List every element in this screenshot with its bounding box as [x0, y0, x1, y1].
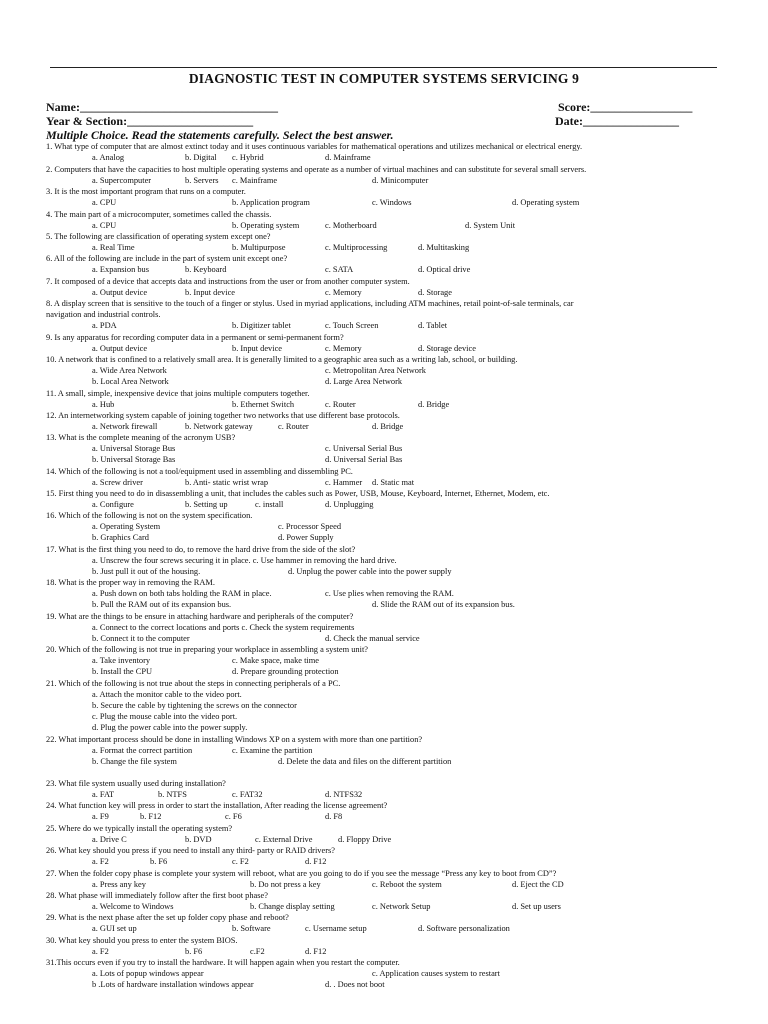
answer-option: a. Attach the monitor cable to the video port.: [92, 690, 242, 699]
instructions: Multiple Choice. Read the statements carefully. Select the best answer.: [46, 128, 394, 142]
answer-option: a. Real Time: [92, 243, 135, 252]
question-text: 18. What is the proper way in removing the RAM.: [46, 578, 215, 587]
answer-option: a. Expansion bus: [92, 265, 149, 274]
answer-option: a. Hub: [92, 400, 115, 409]
answer-option: a. F9: [92, 812, 109, 821]
answer-option: b. DVD: [185, 835, 212, 844]
answer-option: d. Bridge: [372, 422, 404, 431]
answer-option: a. Universal Storage Bus: [92, 444, 176, 453]
answer-option: d. NTFS32: [325, 790, 363, 799]
answer-option: c. Memory: [325, 288, 362, 297]
answer-option: d. . Does not boot: [325, 980, 385, 989]
answer-option: d. Software personalization: [418, 924, 510, 933]
answer-option: d. Set up users: [512, 902, 561, 911]
answer-option: b. Ethernet Switch: [232, 400, 295, 409]
answer-option: b. Application program: [232, 198, 310, 207]
question-text: 14. Which of the following is not a tool/equipment used in assembling and dissembling PC.: [46, 467, 353, 476]
answer-option: a. GUI set up: [92, 924, 137, 933]
question-text: 22. What important process should be done in installing Windows XP on a system with more than one partition?: [46, 735, 423, 744]
answer-option: d. Minicomputer: [372, 176, 429, 185]
answer-option: a. F2: [92, 947, 109, 956]
answer-option: b. F12: [140, 812, 162, 821]
answer-option: b. Anti- static wrist wrap: [185, 478, 269, 487]
answer-option: a. Lots of popup windows appear: [92, 969, 204, 978]
answer-option: d. Optical drive: [418, 265, 471, 274]
answer-option: b. Digitizer tablet: [232, 321, 291, 330]
question-text: 15. First thing you need to do in disassembling a unit, that includes the cables such as Power, USB, Mouse, Keyboard, Internet, Ethernet, Modem, etc.: [46, 489, 550, 498]
answer-option: d. Storage: [418, 288, 452, 297]
answer-option: a. Output device: [92, 288, 148, 297]
name-field-label: Name:_________________________________: [46, 100, 278, 114]
answer-option: b. Setting up: [185, 500, 228, 509]
question-text: 9. Is any apparatus for recording computer data in a permanent or semi-permanent form?: [46, 333, 344, 342]
answer-option: a. Take inventory: [92, 656, 151, 665]
year-section-field-label: Year & Section:_____________________: [46, 114, 254, 128]
answer-option: a. Network firewall: [92, 422, 158, 431]
answer-option: d. Slide the RAM out of its expansion bus.: [372, 600, 515, 609]
answer-option: b. F6: [150, 857, 168, 866]
answer-option: a. CPU: [92, 198, 117, 207]
answer-option: d. Delete the data and files on the different partition: [278, 757, 452, 766]
answer-option: b. Digital: [185, 153, 217, 162]
answer-option: d. F12: [305, 947, 327, 956]
answer-option: c. Application causes system to restart: [372, 969, 500, 978]
answer-option: b. Change the file system: [92, 757, 177, 766]
answer-option: d. Unplug the power cable into the power supply: [288, 567, 452, 576]
answer-option: d. Plug the power cable into the power supply.: [92, 723, 248, 732]
question-text: 29. What is the next phase after the set up folder copy phase and reboot?: [46, 913, 289, 922]
answer-option: d. Prepare grounding protection: [232, 667, 339, 676]
answer-option: d. Bridge: [418, 400, 450, 409]
answer-option: a. Wide Area Network: [92, 366, 167, 375]
question-text: 12. An internetworking system capable of joining together two networks that use different base protocols.: [46, 411, 400, 420]
answer-option: a. Unscrew the four screws securing it in place. c. Use hammer in removing the hard drive.: [92, 556, 397, 565]
answer-option: d. Mainframe: [325, 153, 371, 162]
answer-option: c. Hybrid: [232, 153, 264, 162]
answer-option: c. Plug the mouse cable into the video port.: [92, 712, 238, 721]
question-text: 6. All of the following are include in the part of system unit except one?: [46, 254, 288, 263]
answer-option: b. Input device: [185, 288, 236, 297]
answer-option: a. Configure: [92, 500, 134, 509]
question-text: 17. What is the first thing you need to do, to remove the hard drive from the side of the slot?: [46, 545, 356, 554]
top-rule: [50, 67, 717, 68]
answer-option: c. Router: [278, 422, 309, 431]
answer-option: c. Use plies when removing the RAM.: [325, 589, 454, 598]
answer-option: c. Multiprocessing: [325, 243, 388, 252]
answer-option: b. Install the CPU: [92, 667, 153, 676]
answer-option: a. Push down on both tabs holding the RAM in place.: [92, 589, 272, 598]
answer-option: c. Router: [325, 400, 356, 409]
question-text: 21. Which of the following is not true about the steps in connecting peripherals of a PC.: [46, 679, 341, 688]
answer-option: b. Local Area Network: [92, 377, 169, 386]
answer-option: a. FAT: [92, 790, 115, 799]
answer-option: a. Analog: [92, 153, 125, 162]
answer-option: d. Multitasking: [418, 243, 470, 252]
question-text: 7. It composed of a device that accepts data and instructions from the user or from another computer system.: [46, 277, 410, 286]
question-text: navigation and industrial controls.: [46, 310, 161, 319]
answer-option: c. Touch Screen: [325, 321, 379, 330]
question-text: 1. What type of computer that are almost extinct today and it uses continuous variables for mathematical operations and utilizes mechanical or electrical energy.: [46, 142, 583, 151]
answer-option: a. Output device: [92, 344, 148, 353]
answer-option: c. Make space, make time: [232, 656, 319, 665]
answer-option: c. Examine the partition: [232, 746, 313, 755]
answer-option: b. Software: [232, 924, 271, 933]
answer-option: d. System Unit: [465, 221, 516, 230]
answer-option: c. F2: [232, 857, 249, 866]
answer-option: c. Metropolitan Area Network: [325, 366, 426, 375]
answer-option: b. Pull the RAM out of its expansion bus.: [92, 600, 232, 609]
answer-option: c. Motherboard: [325, 221, 377, 230]
answer-option: a. Connect to the correct locations and ports c. Check the system requirements: [92, 623, 355, 632]
question-text: 30. What key should you press to enter the system BIOS.: [46, 936, 238, 945]
answer-option: b. Change display setting: [250, 902, 335, 911]
answer-option: b. Graphics Card: [92, 533, 149, 542]
answer-option: d. Eject the CD: [512, 880, 564, 889]
answer-option: d. Power Supply: [278, 533, 334, 542]
question-text: 20. Which of the following is not true in preparing your workplace in assembling a system unit?: [46, 645, 368, 654]
answer-option: d. Tablet: [418, 321, 448, 330]
answer-option: b .Lots of hardware installation windows appear: [92, 980, 254, 989]
question-text: 13. What is the complete meaning of the acronym USB?: [46, 433, 236, 442]
answer-option: c. Reboot the system: [372, 880, 442, 889]
answer-option: d. F12: [305, 857, 327, 866]
question-text: 2. Computers that have the capacities to host multiple operating systems and operate as a number of virtual machines and can substitute for several small servers.: [46, 165, 587, 174]
answer-option: d. F8: [325, 812, 343, 821]
answer-option: b. Secure the cable by tightening the screws on the connector: [92, 701, 297, 710]
answer-option: c. Mainframe: [232, 176, 278, 185]
answer-option: a. Welcome to Windows: [92, 902, 174, 911]
answer-option: a. Drive C: [92, 835, 127, 844]
answer-option: b. F6: [185, 947, 203, 956]
answer-option: b. Operating system: [232, 221, 300, 230]
question-text: 3. It is the most important program that runs on a computer.: [46, 187, 246, 196]
date-field-label: Date:________________: [555, 114, 679, 128]
answer-option: c. FAT32: [232, 790, 263, 799]
answer-option: c. SATA: [325, 265, 354, 274]
answer-option: a. F2: [92, 857, 109, 866]
question-text: 10. A network that is confined to a relatively small area. It is generally limited to a geographic area such as a writing lab, school, or building.: [46, 355, 518, 364]
answer-option: c. External Drive: [255, 835, 313, 844]
answer-option: c. Processor Speed: [278, 522, 342, 531]
answer-option: a. CPU: [92, 221, 117, 230]
answer-option: b. Connect it to the computer: [92, 634, 190, 643]
answer-option: b. Input device: [232, 344, 283, 353]
answer-option: c.F2: [250, 947, 265, 956]
answer-option: d. Operating system: [512, 198, 580, 207]
question-text: 11. A small, simple, inexpensive device that joins multiple computers together.: [46, 389, 310, 398]
answer-option: d. Static mat: [372, 478, 415, 487]
question-text: 4. The main part of a microcomputer, sometimes called the chassis.: [46, 210, 272, 219]
answer-option: d. Unplugging: [325, 500, 374, 509]
answer-option: b. Network gateway: [185, 422, 253, 431]
answer-option: d. Large Area Network: [325, 377, 403, 386]
answer-option: a. Screw driver: [92, 478, 143, 487]
document-title: DIAGNOSTIC TEST IN COMPUTER SYSTEMS SERVICING 9: [188, 71, 580, 86]
answer-option: d. Check the manual service: [325, 634, 420, 643]
question-text: 24. What function key will press in order to start the installation, After reading the license agreement?: [46, 801, 388, 810]
question-text: 8. A display screen that is sensitive to the touch of a finger or stylus. Used in myriad applications, including ATM machines, retail point-of-sale terminals, car: [46, 299, 574, 308]
answer-option: b. Do not press a key: [250, 880, 321, 889]
answer-option: b. NTFS: [158, 790, 187, 799]
answer-option: b. Servers: [185, 176, 219, 185]
score-field-label: Score:_________________: [558, 100, 693, 114]
question-text: 27. When the folder copy phase is complete your system will reboot, what are you going to do if you see the message “Press any key to boot from CD”?: [46, 869, 557, 878]
answer-option: d. Floppy Drive: [338, 835, 392, 844]
answer-option: c. Universal Serial Bus: [325, 444, 403, 453]
question-text: 16. Which of the following is not on the system specification.: [46, 511, 253, 520]
answer-option: a. Supercomputer: [92, 176, 152, 185]
answer-option: d. Universal Serial Bas: [325, 455, 403, 464]
answer-option: a. Format the correct partition: [92, 746, 193, 755]
question-text: 31.This occurs even if you try to install the hardware. It will happen again when you restart the computer.: [46, 958, 400, 967]
question-text: 19. What are the things to be ensure in attaching hardware and peripherals of the computer?: [46, 612, 354, 621]
answer-option: a. PDA: [92, 321, 117, 330]
answer-option: c. Network Setup: [372, 902, 431, 911]
answer-option: c. Windows: [372, 198, 412, 207]
question-text: 25. Where do we typically install the operating system?: [46, 824, 233, 833]
answer-option: b. Multipurpose: [232, 243, 286, 252]
answer-option: b. Keyboard: [185, 265, 227, 274]
answer-option: b. Just pull it out of the housing.: [92, 567, 201, 576]
answer-option: c. Memory: [325, 344, 362, 353]
question-text: 23. What file system usually used during installation?: [46, 779, 226, 788]
question-text: 28. What phase will immediately follow after the first boot phase?: [46, 891, 268, 900]
answer-option: c. F6: [225, 812, 242, 821]
answer-option: a. Press any key: [92, 880, 146, 889]
answer-option: c. install: [255, 500, 284, 509]
answer-option: c. Username setup: [305, 924, 367, 933]
answer-option: d. Storage device: [418, 344, 476, 353]
answer-option: c. Hammer: [325, 478, 363, 487]
question-text: 26. What key should you press if you need to install any third- party or RAID drivers?: [46, 846, 335, 855]
answer-option: b. Universal Storage Bas: [92, 455, 176, 464]
question-text: 5. The following are classification of operating system except one?: [46, 232, 271, 241]
answer-option: a. Operating System: [92, 522, 161, 531]
